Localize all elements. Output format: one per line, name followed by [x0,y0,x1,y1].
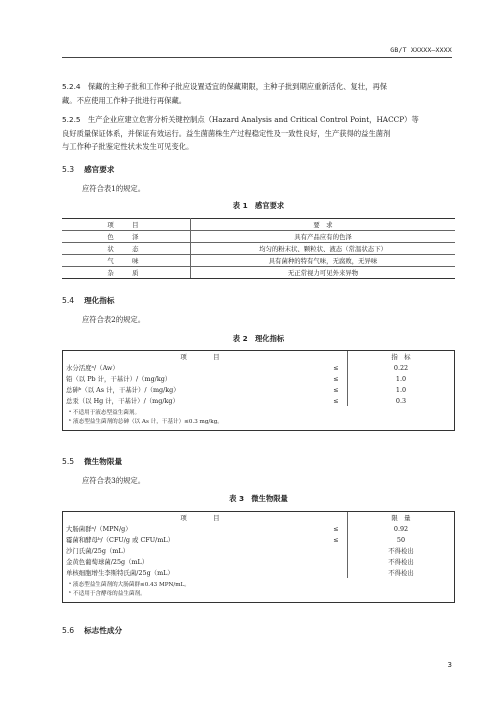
table-cell: 50 [348,534,455,545]
table-row [63,384,454,395]
clause-number: 5.2.5 [62,115,81,124]
table-header-cell: 限 量 [348,512,455,523]
section-number: 5.5 [62,457,75,466]
section-5-3-text: 应符合表1的规定。 [82,184,146,193]
table-header-cell: 项 目 [180,514,230,522]
table-cell [325,567,348,578]
table-cell: 具有菌种的特有气味，无腐败，无异味 [191,255,456,267]
table-header-cell: 指 标 [348,351,455,362]
table-row [63,556,454,567]
table2-caption: 表 2 理化指标 [232,334,285,343]
table-row [62,255,455,267]
table-cell: 杂 质 [62,267,191,279]
table-cell: ≤ [333,535,339,544]
header-rule [62,57,452,58]
table-header-row [63,512,454,523]
table-header-row [63,351,454,362]
paragraph-5-2-5 [62,113,458,154]
table1-caption: 表 1 感官要求 [232,201,285,210]
table-cell: 具有产品应有的色泽 [191,231,456,243]
table-cell: 1.0 [348,373,455,384]
table-row [62,243,455,255]
table-row [63,534,454,545]
table-row [63,545,454,556]
table-cell: 气 味 [62,255,191,267]
section-number: 5.6 [62,626,75,635]
paragraph-text: 生产企业应建立危害分析关键控制点（Hazard Analysis and Critical Control Point，HACCP）等 [87,115,419,124]
table-footnote: ᵃ 不适用于液态型益生菌剂。 [69,410,141,416]
table-cell: ≤ [333,363,339,372]
table-cell: ≤ [333,374,339,383]
table-cell: 水分活度ᵃ/（Aw） [66,364,119,372]
table-cell: 铅（以 Pb 计，干基计）/（mg/kg） [66,375,172,383]
table-cell: ≤ [333,396,339,405]
table-cell: 0.92 [348,523,455,534]
table-cell [325,545,348,556]
section-5-4-text: 应符合表2的规定。 [82,315,146,324]
paragraph-5-2-4-line1 [62,80,458,94]
clause-number: 5.2.4 [62,82,81,91]
table-cell: 状 态 [62,243,191,255]
document-code: GB/T XXXXX—XXXX [390,46,452,54]
table-cell: 不得检出 [348,545,455,556]
paragraph-5-2-4-line2: 藏。不应使用工作种子批进行再保藏。 [62,95,187,105]
paragraph-5-2-4 [62,80,458,107]
paragraph-5-2-5-line2: 良好质量保证体系，并保证有效运行。益生菌菌株生产过程稳定性及一致性良好，生产获得的益生菌剂 [62,128,391,138]
table-cell: 大肠菌群ᵃ/（MPN/g） [66,525,132,533]
table-row [63,373,454,384]
section-title: 理化指标 [84,296,115,305]
table-cell: 无正常视力可见外来异物 [191,267,456,279]
table-row [62,267,455,279]
table-cell: 金黄色葡萄球菌/25g（mL） [66,558,149,566]
table-cell: 霉菌和酵母ᵇ/（CFU/g 或 CFU/mL） [66,536,175,544]
table-cell: 总汞（以 Hg 计，干基计）/（mg/kg） [66,397,179,405]
table-cell: 色 泽 [62,231,191,243]
section-title: 标志性成分 [84,626,123,635]
section-number: 5.3 [62,165,75,174]
table-header-cell: 要 求 [191,219,456,231]
table-header-cell: 项 目 [180,353,230,361]
section-5-4-heading [62,295,114,306]
table-footnote: ᵇ 液态型益生菌剂的总砷（以 As 计，干基计）≤0.3 mg/kg。 [69,419,223,425]
table-footnote: ᵇ 不适用于含酵母的益生菌剂。 [69,591,146,597]
table-row [63,362,454,373]
section-title: 微生物限量 [84,457,123,466]
table-header-cell: 项 目 [62,219,191,231]
section-5-3-heading [62,164,114,175]
table-row [63,567,454,578]
table-cell: 均匀的粉末状、颗粒状、液态（常温状态下） [191,243,456,255]
section-title: 感官要求 [84,165,115,174]
section-5-6-heading [62,625,122,636]
table-cell: 总砷ᵇ（以 As 计，干基计）/（mg/kg） [66,386,180,394]
table-row [63,395,454,406]
table-cell: 不得检出 [348,567,455,578]
section-number: 5.4 [62,296,75,305]
table-cell: 单核细胞增生李斯特氏菌/25g（mL） [66,569,174,577]
table-cell: 0.22 [348,362,455,373]
table-cell: 0.3 [348,395,455,406]
table-row [62,231,455,243]
table-cell: 沙门氏菌/25g（mL） [66,547,130,555]
table-cell: 1.0 [348,384,455,395]
paragraph-5-2-5-line1 [62,113,458,127]
table-cell: 不得检出 [348,556,455,567]
table-cell [325,556,348,567]
paragraph-5-2-5-line3: 与工作种子批鉴定性状未发生可见变化。 [62,142,194,151]
table-cell: ≤ [333,385,339,394]
table-row [63,523,454,534]
table2-physicochemical [62,350,455,431]
table1-sensory-requirements [62,218,455,279]
table-footnote: ᵃ 液态型益生菌剂的大肠菌群≤0.43 MPN/mL。 [69,582,190,588]
table3-caption: 表 3 微生物限量 [229,494,288,503]
table3-microbial-limits [62,511,455,603]
page-number: 3 [447,661,452,669]
section-5-5-heading [62,456,122,467]
paragraph-text: 保藏的主种子批和工作种子批应设置适宜的保藏期限，主种子批到期应重新活化、复壮，再保 [87,82,388,91]
section-5-5-text: 应符合表3的规定。 [82,476,146,485]
table-header-row [62,219,455,231]
table-cell: ≤ [333,524,339,533]
